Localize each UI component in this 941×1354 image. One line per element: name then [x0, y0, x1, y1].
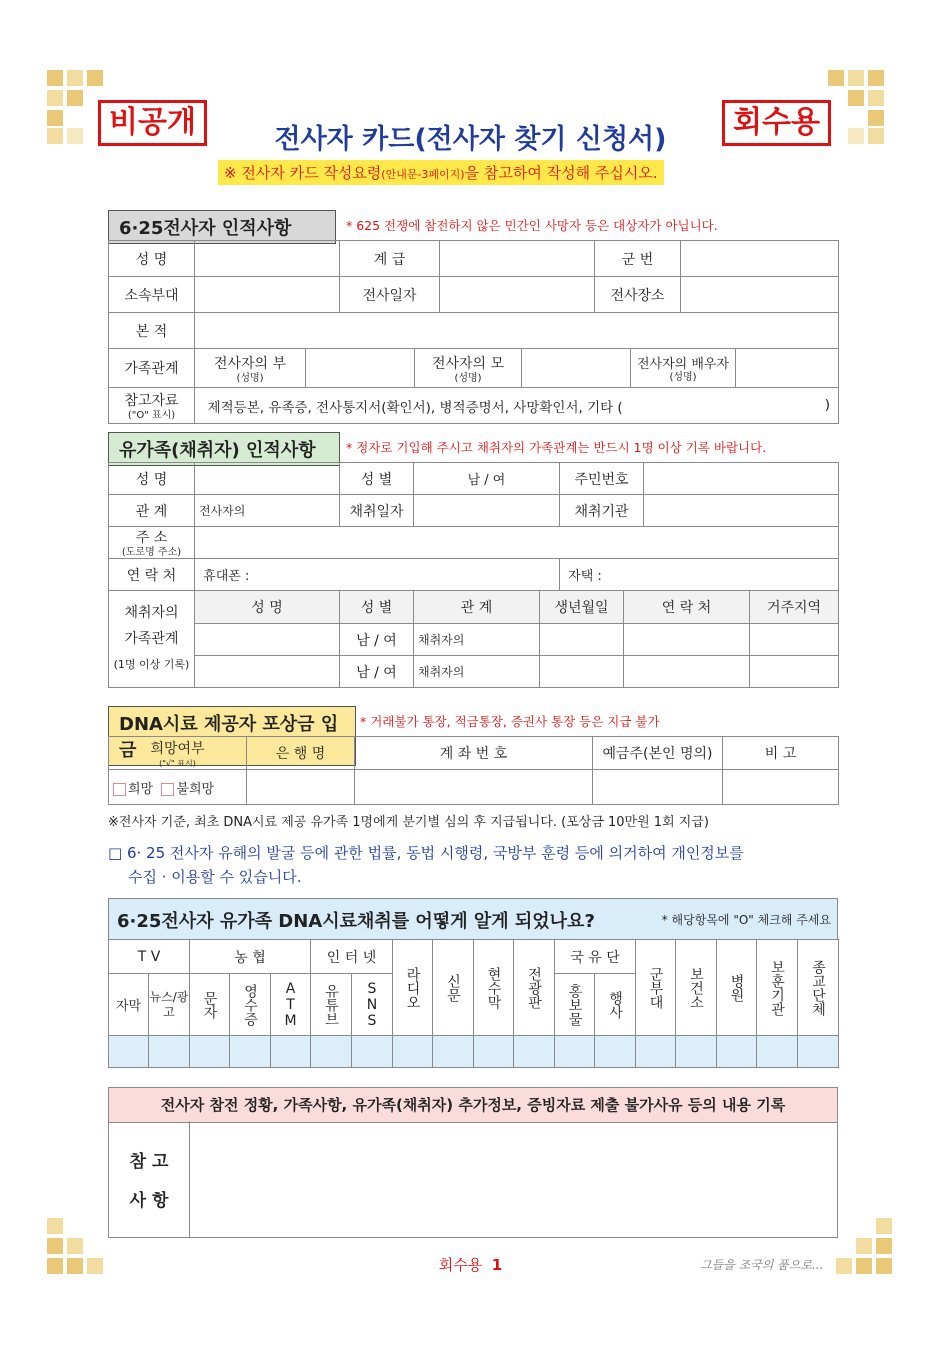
label-unit: 소속부대 — [109, 277, 195, 313]
label-mother-sub: (성명) — [454, 372, 482, 384]
family-label-line3: (1명 이상 기록) — [113, 658, 190, 671]
section2-table — [108, 462, 839, 591]
item-military — [636, 940, 676, 1036]
label-reference-sub: ("O" 표시) — [127, 410, 176, 421]
check-cell[interactable] — [271, 1036, 311, 1068]
field-relation[interactable]: 전사자의 — [195, 495, 340, 527]
group-internet: 인 터 넷 — [311, 940, 393, 974]
family-label-line2: 가족관계 — [124, 631, 179, 647]
stamp-return: 회수용 — [722, 100, 831, 146]
item-youtube-text: 유튜브 — [323, 983, 339, 1026]
remarks-box — [108, 1121, 838, 1238]
item-receipt — [230, 974, 271, 1036]
family-col-birth: 생년월일 — [540, 591, 624, 624]
check-cell[interactable] — [190, 1036, 230, 1068]
item-atm — [271, 974, 311, 1036]
reward-table — [108, 736, 839, 805]
field-address[interactable] — [195, 527, 839, 559]
field-hometown[interactable] — [195, 313, 839, 349]
family-relation-cell[interactable]: 채취자의 — [414, 656, 540, 688]
item-atm-text: ATM — [282, 980, 299, 1029]
item-sns — [352, 974, 393, 1036]
field-account[interactable] — [355, 770, 593, 805]
section3-title: DNA시료 제공자 포상금 입금 — [108, 706, 356, 766]
label-family: 가족관계 — [109, 349, 195, 388]
field-unit[interactable] — [195, 277, 340, 313]
reward-col-note: 비 고 — [723, 737, 839, 770]
family-col-sex: 성 별 — [340, 591, 414, 624]
item-radio — [393, 940, 433, 1036]
item-health-center — [676, 940, 717, 1036]
check-cell[interactable] — [555, 1036, 595, 1068]
field-rank[interactable] — [440, 241, 595, 277]
notice-banner — [218, 160, 664, 185]
section5-header: 전사자 참전 정황, 가족사항, 유가족(채취자) 추가정보, 증빙자료 제출 불가사유 등의 내용 기록 — [108, 1087, 838, 1123]
family-name-cell[interactable] — [195, 624, 340, 656]
group-nh: 농 협 — [190, 940, 311, 974]
item-radio-text: 라디오 — [404, 966, 421, 1009]
reference-close: ) — [824, 397, 830, 413]
field-death-date[interactable] — [440, 277, 595, 313]
family-col-region: 거주지역 — [750, 591, 839, 624]
item-news-ad: 뉴스/광고 — [149, 974, 190, 1036]
item-event — [595, 974, 636, 1036]
family-sex-cell[interactable]: 남 / 여 — [340, 656, 414, 688]
field-spouse[interactable] — [736, 349, 838, 387]
item-military-text: 군부대 — [647, 966, 664, 1009]
label-rank: 계 급 — [340, 241, 440, 277]
field-service-no[interactable] — [681, 241, 839, 277]
footer-slogan: 그들을 조국의 품으로... — [700, 1258, 824, 1272]
field-bank[interactable] — [247, 770, 355, 805]
item-veterans — [757, 940, 798, 1036]
family-col-contact: 연 락 처 — [624, 591, 750, 624]
family-region-cell[interactable] — [750, 656, 839, 688]
privacy-line1: □ 6· 25 전사자 유해의 발굴 등에 관한 법률, 동법 시행령, 국방부 훈령 등에 의거하여 개인정보를 — [108, 844, 744, 862]
label-family-relation — [109, 591, 195, 688]
label-reference — [109, 388, 195, 424]
label-address — [109, 527, 195, 559]
item-newspaper-text: 신문 — [445, 973, 462, 1002]
field-death-place[interactable] — [681, 277, 839, 313]
label-reference-text: 참고자료 — [124, 393, 179, 409]
check-cell[interactable] — [149, 1036, 190, 1068]
item-veterans-text: 보훈기관 — [769, 959, 786, 1016]
field-collect-org[interactable] — [644, 495, 839, 527]
item-sns-text: SNS — [364, 980, 380, 1029]
notice-prefix: ※ 전사자 카드 작성요령 — [224, 164, 382, 182]
check-cell[interactable] — [230, 1036, 271, 1068]
check-row — [109, 1036, 839, 1068]
item-health-center-text: 보건소 — [688, 966, 705, 1009]
item-receipt-text: 영수증 — [242, 983, 258, 1026]
label-address-sub: (도로명 주소) — [121, 547, 182, 558]
family-contact-cell[interactable] — [624, 656, 750, 688]
page-title: 전사자 카드(전사자 찾기 신청서) — [274, 124, 667, 155]
footer-page-number: 1 — [491, 1256, 503, 1274]
field-name[interactable] — [195, 241, 340, 277]
label-rrn: 주민번호 — [560, 463, 644, 495]
family-birth-cell[interactable] — [540, 624, 624, 656]
item-banner — [474, 940, 514, 1036]
label-mother — [415, 349, 522, 387]
label-mother-text: 전사자의 모 — [431, 355, 505, 372]
reward-col-wish — [109, 737, 247, 770]
field-mother[interactable] — [522, 349, 631, 387]
label-home-phone: 자택 : — [568, 569, 602, 584]
item-newspaper — [433, 940, 474, 1036]
family-contact-cell[interactable] — [624, 624, 750, 656]
label-collect-date: 채취일자 — [340, 495, 414, 527]
reward-col-wish-sub: ("√" 표시) — [159, 758, 196, 768]
remarks-field[interactable] — [190, 1121, 837, 1237]
reward-wish-options — [109, 770, 247, 805]
notice-suffix: 을 참고하여 작성해 주십시오. — [464, 164, 658, 182]
field-rrn[interactable] — [644, 463, 839, 495]
section4-title: 6·25전사자 유가족 DNA시료채취를 어떻게 알게 되었나요? — [117, 911, 595, 932]
label-death-place: 전사장소 — [595, 277, 681, 313]
item-event-text: 행사 — [607, 990, 624, 1019]
item-religion-text: 종교단체 — [810, 959, 827, 1016]
checkbox-wish[interactable] — [113, 783, 126, 796]
table-row — [109, 656, 839, 688]
label-hometown: 본 적 — [109, 313, 195, 349]
section3-note: * 거래불가 통장, 적금통장, 증권사 통장 등은 지급 불가 — [360, 714, 660, 729]
label-father — [195, 349, 306, 387]
label-no-wish: 불희망 — [176, 781, 215, 797]
label-father-text: 전사자의 부 — [213, 355, 287, 372]
item-banner-text: 현수막 — [485, 966, 502, 1009]
check-cell[interactable] — [433, 1036, 474, 1068]
family-sex-cell[interactable]: 남 / 여 — [340, 624, 414, 656]
check-cell[interactable] — [474, 1036, 514, 1068]
section1-table — [108, 240, 839, 424]
footer-page-label: 회수용 — [438, 1256, 483, 1274]
field-holder[interactable] — [593, 770, 723, 805]
item-sms — [190, 974, 230, 1036]
item-religion — [798, 940, 839, 1036]
reference-items: 제적등본, 유족증, 전사통지서(확인서), 병적증명서, 사망확인서, 기타 ( — [207, 399, 623, 416]
label-father-sub: (성명) — [236, 372, 264, 384]
field-mobile[interactable] — [195, 559, 560, 591]
item-billboard — [514, 940, 555, 1036]
field-father[interactable] — [306, 349, 415, 387]
label-contact: 연 락 처 — [109, 559, 195, 591]
channel-table — [108, 939, 839, 1068]
check-cell[interactable] — [717, 1036, 757, 1068]
label-collect-org: 채취기관 — [560, 495, 644, 527]
table-row — [109, 624, 839, 656]
item-promo — [555, 974, 595, 1036]
family-region-cell[interactable] — [750, 624, 839, 656]
field-home-phone[interactable] — [560, 559, 839, 591]
label-mobile: 휴대폰 : — [203, 569, 250, 584]
check-cell[interactable] — [676, 1036, 717, 1068]
family-birth-cell[interactable] — [540, 656, 624, 688]
section2-title: 유가족(채취자) 인적사항 — [108, 432, 340, 466]
family-label-line1: 채취자의 — [124, 605, 179, 621]
check-cell[interactable] — [109, 1036, 149, 1068]
label-spouse-sub: (성명) — [669, 372, 697, 383]
reward-col-account: 계 좌 번 호 — [355, 737, 593, 770]
section1-note: * 625 전쟁에 참전하지 않은 민간인 사망자 등은 대상자가 아닙니다. — [346, 218, 718, 233]
check-cell[interactable] — [757, 1036, 798, 1068]
notice-small: (안내문-3페이지) — [381, 168, 465, 181]
reward-col-holder: 예금주(본인 명의) — [593, 737, 723, 770]
item-caption: 자막 — [109, 974, 149, 1036]
check-cell[interactable] — [636, 1036, 676, 1068]
label-address-text: 주 소 — [135, 530, 168, 546]
remarks-label-1: 참 고 — [129, 1152, 169, 1172]
check-cell[interactable] — [393, 1036, 433, 1068]
family-table — [108, 590, 839, 688]
label-sex: 성 별 — [340, 463, 414, 495]
item-youtube — [311, 974, 352, 1036]
remarks-label — [109, 1121, 190, 1237]
section4-header — [108, 898, 838, 940]
item-billboard-text: 전광판 — [526, 966, 543, 1009]
family-relation-cell[interactable]: 채취자의 — [414, 624, 540, 656]
reward-footnote: ※전사자 기준, 최초 DNA시료 제공 유가족 1명에게 분기별 심의 후 지급됩니다. (포상금 10만원 1회 지급) — [108, 815, 709, 830]
section4-note: * 해당항목에 "O" 체크해 주세요 — [661, 913, 831, 927]
label-wish: 희망 — [128, 781, 154, 797]
remarks-label-2: 사 항 — [129, 1191, 169, 1211]
label-relation: 관 계 — [109, 495, 195, 527]
label-spouse — [631, 349, 736, 387]
label-service-no: 군 번 — [595, 241, 681, 277]
family-col-relation: 관 계 — [414, 591, 540, 624]
privacy-line2: 수집 · 이용할 수 있습니다. — [128, 868, 302, 886]
label-death-date: 전사일자 — [340, 277, 440, 313]
label-spouse-text: 전사자의 배우자 — [636, 357, 730, 372]
label-collector-name: 성 명 — [109, 463, 195, 495]
reward-col-wish-text: 희망여부 — [150, 740, 205, 757]
check-cell[interactable] — [798, 1036, 839, 1068]
stamp-private: 비공개 — [98, 100, 207, 146]
field-sex[interactable]: 남 / 여 — [414, 463, 560, 495]
item-hospital — [717, 940, 757, 1036]
check-cell[interactable] — [352, 1036, 393, 1068]
group-tv: T V — [109, 940, 190, 974]
reference-options[interactable] — [195, 388, 839, 424]
field-note[interactable] — [723, 770, 839, 805]
group-kookyudan: 국 유 단 — [555, 940, 636, 974]
section2-note: * 정자로 기입해 주시고 채취자의 가족관계는 반드시 1명 이상 기록 바랍니다. — [346, 440, 767, 455]
item-sms-text: 문자 — [201, 990, 218, 1019]
field-collector-name[interactable] — [195, 463, 340, 495]
check-cell[interactable] — [595, 1036, 636, 1068]
check-cell[interactable] — [514, 1036, 555, 1068]
family-col-name: 성 명 — [195, 591, 340, 624]
field-collect-date[interactable] — [414, 495, 560, 527]
section1-title: 6·25전사자 인적사항 — [108, 210, 336, 244]
checkbox-no-wish[interactable] — [161, 783, 174, 796]
check-cell[interactable] — [311, 1036, 352, 1068]
family-name-cell[interactable] — [195, 656, 340, 688]
item-promo-text: 홍보물 — [566, 983, 583, 1026]
item-hospital-text: 병원 — [728, 973, 745, 1002]
reward-col-bank: 은 행 명 — [247, 737, 355, 770]
label-name: 성 명 — [109, 241, 195, 277]
